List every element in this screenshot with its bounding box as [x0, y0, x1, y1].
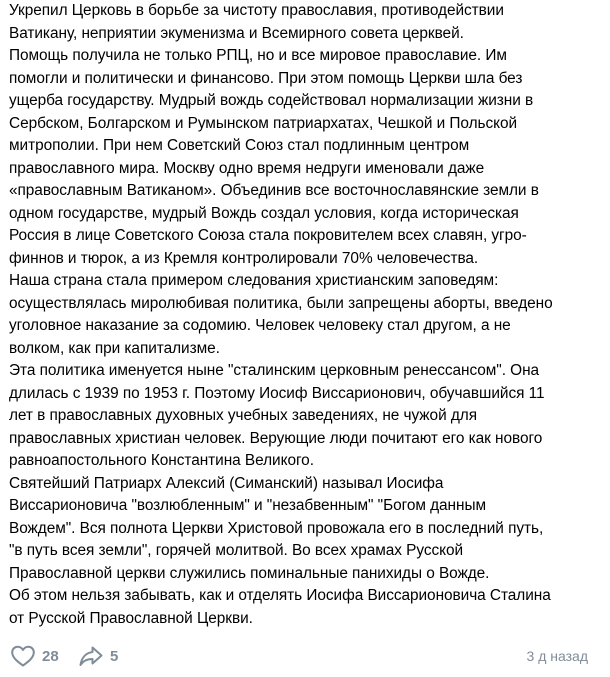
post-paragraph	[9, 0, 605, 45]
likes-count: 28	[42, 647, 59, 665]
text-line: Укрепил Церковь в борьбе за чистоту православия, противодействии	[9, 2, 504, 19]
text-line: Виссарионовича "возлюбленным" и "незабвенным" "Богом данным	[9, 497, 486, 514]
text-line: Об этом нельзя забывать, как и отделять Иосифа Виссарионовича Сталина	[9, 587, 551, 604]
text-line: Россия в лице Советского Союза стала покровителем всех славян, угро-	[9, 227, 527, 244]
post-paragraph	[9, 585, 605, 630]
text-line: православных христиан человек. Верующие люди почитают его как нового	[9, 429, 543, 447]
text-line: волком, как при капитализме.	[9, 339, 220, 357]
share-button[interactable]	[78, 640, 118, 672]
text-line: Православной церкви служились поминальные панихиды о Вожде.	[9, 564, 490, 582]
shares-count: 5	[110, 647, 119, 665]
text-line: от Русской Православной Церкви.	[9, 609, 253, 627]
heart-outline-icon	[10, 644, 36, 668]
text-line: одном государстве, мудрый Вождь создал условия, когда историческая	[9, 204, 519, 222]
text-line: митрополии. При нем Советский Союз стал подлинным центром	[9, 137, 470, 154]
post-footer	[0, 640, 610, 672]
post-paragraph	[9, 45, 605, 270]
text-line: равноапостольного Константина Великого.	[9, 452, 314, 469]
text-line: ущерба государству. Мудрый вождь содействовал нормализации жизни в	[9, 92, 534, 109]
text-line: Сербском, Болгарском и Румынском патриархатах, Чешкой и Польской	[9, 114, 518, 132]
post-timestamp[interactable]: 3 д назад	[526, 648, 588, 664]
text-line: Ватикану, неприятии экуменизма и Всемирного совета церквей.	[9, 24, 464, 42]
text-line: «православным Ватиканом». Объединив все восточнославянские земли в	[9, 182, 539, 199]
text-line: "в путь всея земли", горячей молитвой. Во всех храмах Русской	[9, 542, 464, 559]
text-line: лет в православных духовных учебных заведениях, не чужой для	[9, 407, 477, 424]
text-line: Помощь получила не только РПЦ, но и все мировое православие. Им	[9, 47, 507, 64]
like-button[interactable]	[10, 640, 59, 672]
text-line: Эта политика именуется ныне "сталинским церковным ренессансом". Она	[9, 362, 540, 379]
text-line: православного мира. Москву одно время недруги именовали даже	[9, 159, 485, 177]
post-paragraph	[9, 360, 605, 473]
text-line: Вождем". Вся полнота Церкви Христовой провожала его в последний путь,	[9, 519, 544, 537]
text-line: осуществлялась миролюбивая политика, были запрещены аборты, введено	[9, 294, 553, 312]
text-line: финнов и тюрок, а из Кремля контролировали 70% человечества.	[9, 249, 479, 267]
text-line: длилась с 1939 по 1953 г. Поэтому Иосиф Виссарионович, обучавшийся 11	[9, 384, 545, 402]
post-paragraph	[9, 270, 605, 360]
text-line: помогли и политически и финансово. При этом помощь Церкви шла без	[9, 69, 523, 87]
post-body	[9, 0, 605, 630]
text-line: уголовное наказание за содомию. Человек человеку стал другом, а не	[9, 317, 511, 334]
text-line: Наша страна стала примером следования христианским заповедям:	[9, 272, 499, 289]
share-arrow-icon	[78, 644, 104, 668]
post-paragraph	[9, 473, 605, 586]
text-line: Святейший Патриарх Алексий (Симанский) называл Иосифа	[9, 474, 444, 492]
